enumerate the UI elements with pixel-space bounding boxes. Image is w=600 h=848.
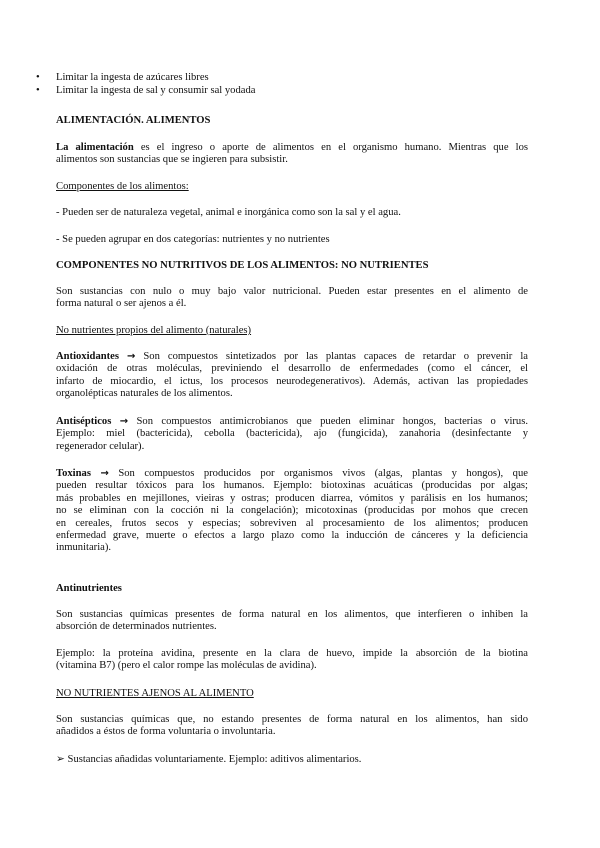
foreign-item: ➢ Sustancias añadidas voluntariamente. Ejemplo: aditivos alimentarios. <box>56 753 362 765</box>
bullet-item: • Limitar la ingesta de azúcares libres <box>36 72 209 83</box>
foreign-definition: Son sustancias químicas que, no estando presentes de forma natural en los alimentos, han sido añadidos a éstos de forma voluntaria o involuntaria. <box>56 714 528 738</box>
components-heading: Componentes de los alimentos: <box>56 181 189 192</box>
natural-heading: No nutrientes propios del alimento (naturales) <box>56 325 252 336</box>
antioxidants-paragraph: Antioxidantes → Son compuestos sintetizados por las plantas capaces de retardar o prevenir la oxidación de otras moléculas, previniendo el desarrollo de enfermedades (como el cáncer, el infarto de miocardio, el ictus, los procesos neurodegenerativos). Además, activan las propiedades organolépticas naturales de los alimentos. <box>56 351 528 400</box>
section-title-no-nutrientes: COMPONENTES NO NUTRITIVOS DE LOS ALIMENTOS: NO NUTRIENTES <box>56 260 429 271</box>
intro-paragraph: La alimentación es el ingreso o aporte de alimentos en el organismo humano. Mientras que los alimentos son sustancias que se ingieren para subsistir. <box>56 142 529 166</box>
antinutrients-example: Ejemplo: la proteína avidina, presente en la clara de huevo, impide la absorción de la biotina (vitamina B7) (pero el calor rompe las moléculas de avidina). <box>56 648 528 672</box>
arrow-right-icon: → <box>100 468 109 479</box>
toxins-paragraph: Toxinas → Son compuestos producidos por organismos vivos (algas, plantas y hongos), que pueden resultar tóxicos para los humanos. Ejemplo: biotoxinas acuáticas (producidas por algas; más probables en mejillones, vieiras y ostras; producen diarrea, vómitos y parálisis en los humanos; no se eliminan con la cocción ni la congelación); micotoxinas (producidas por mohos que crecen en cereales, frutos secos y especias; sobreviven al procesamiento de los alimentos; producen enfermedad grave, muerte o efectos a largo plazo como la inducción de cánceres y la deficiencia inmunitaria). <box>56 468 528 554</box>
components-line-1: - Pueden ser de naturaleza vegetal, animal e inorgánica como son la sal y el agua. <box>56 207 401 218</box>
no-nutrients-intro: Son sustancias con nulo o muy bajo valor nutricional. Pueden estar presentes en el alimento de forma natural o ser ajenos a él. <box>56 286 528 310</box>
arrowhead-bullet-icon: ➢ <box>56 753 65 765</box>
bullet-item: • Limitar la ingesta de sal y consumir sal yodada <box>36 85 256 96</box>
antiseptics-paragraph: Antisépticos → Son compuestos antimicrobianos que pueden eliminar hongos, bacterias o virus. Ejemplo: miel (bactericida), cebolla (bactericida), ajo (fungicida), zanahoria (desinfectante y regenerador celular). <box>56 416 528 452</box>
section-title-alimentacion: ALIMENTACIÓN. ALIMENTOS <box>56 115 211 126</box>
components-line-2: - Se pueden agrupar en dos categorías: nutrientes y no nutrientes <box>56 234 330 245</box>
foreign-heading: NO NUTRIENTES AJENOS AL ALIMENTO <box>56 688 254 699</box>
arrow-right-icon: → <box>127 351 136 362</box>
bullet-dot-icon: • <box>36 72 40 83</box>
arrow-right-icon: → <box>119 416 129 427</box>
antinutrients-definition: Son sustancias químicas presentes de forma natural en los alimentos, que interfieren o inhiben la absorción de determinados nutrientes. <box>56 609 528 633</box>
bullet-dot-icon: • <box>36 85 40 96</box>
antinutrients-title: Antinutrientes <box>56 583 122 594</box>
intro-term: La alimentación <box>56 142 134 153</box>
